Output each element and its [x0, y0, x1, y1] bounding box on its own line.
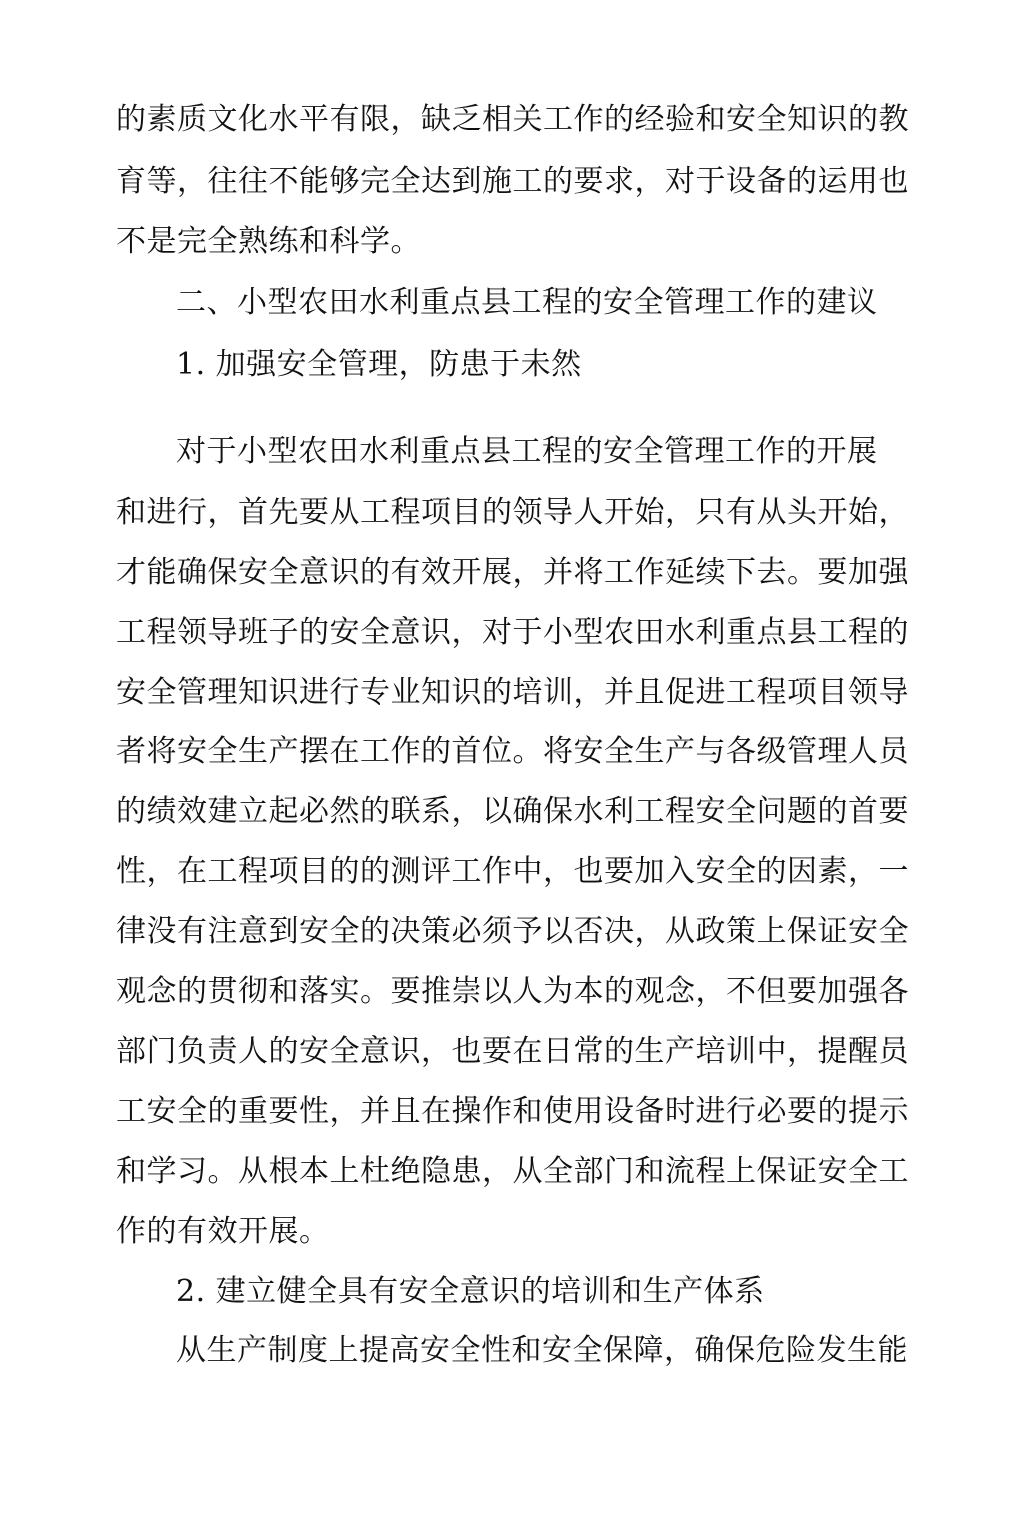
- text-line: 的绩效建立起必然的联系，以确保水利工程安全问题的首要: [116, 794, 909, 829]
- text-line: 不是完全熟练和科学。: [116, 224, 421, 259]
- text-line: 从生产制度上提高安全性和安全保障，确保危险发生能: [176, 1333, 908, 1368]
- text-line: 工安全的重要性，并且在操作和使用设备时进行必要的提示: [116, 1094, 909, 1129]
- text-line: 对于小型农田水利重点县工程的安全管理工作的开展: [176, 434, 878, 469]
- text-line: 安全管理知识进行专业知识的培训，并且促进工程项目领导: [116, 675, 909, 710]
- text-line: 观念的贯彻和落实。要推崇以人为本的观念，不但要加强各: [116, 974, 909, 1009]
- text-line: 部门负责人的安全意识，也要在日常的生产培训中，提醒员: [116, 1034, 909, 1069]
- text-line: 者将安全生产摆在工作的首位。将安全生产与各级管理人员: [116, 734, 909, 769]
- text-line: 才能确保安全意识的有效开展，并将工作延续下去。要加强: [116, 555, 909, 590]
- text-line: 育等，往往不能够完全达到施工的要求，对于设备的运用也: [116, 164, 909, 199]
- text-line: 律没有注意到安全的决策必须予以否决，从政策上保证安全: [116, 914, 909, 949]
- text-line: 和学习。从根本上杜绝隐患，从全部门和流程上保证安全工: [116, 1154, 909, 1189]
- text-line: 和进行，首先要从工程项目的领导人开始，只有从头开始，: [116, 495, 909, 530]
- text-line: 的素质文化水平有限，缺乏相关工作的经验和安全知识的教: [116, 102, 909, 137]
- subsection-heading: 2. 建立健全具有安全意识的培训和生产体系: [176, 1274, 765, 1309]
- text-line: 工程领导班子的安全意识，对于小型农田水利重点县工程的: [116, 615, 909, 650]
- section-heading: 二、小型农田水利重点县工程的安全管理工作的建议: [176, 285, 878, 320]
- text-line: 性，在工程项目的的测评工作中，也要加入安全的因素，一: [116, 854, 909, 889]
- text-line: 作的有效开展。: [116, 1214, 330, 1249]
- subsection-heading: 1. 加强安全管理，防患于未然: [176, 347, 582, 382]
